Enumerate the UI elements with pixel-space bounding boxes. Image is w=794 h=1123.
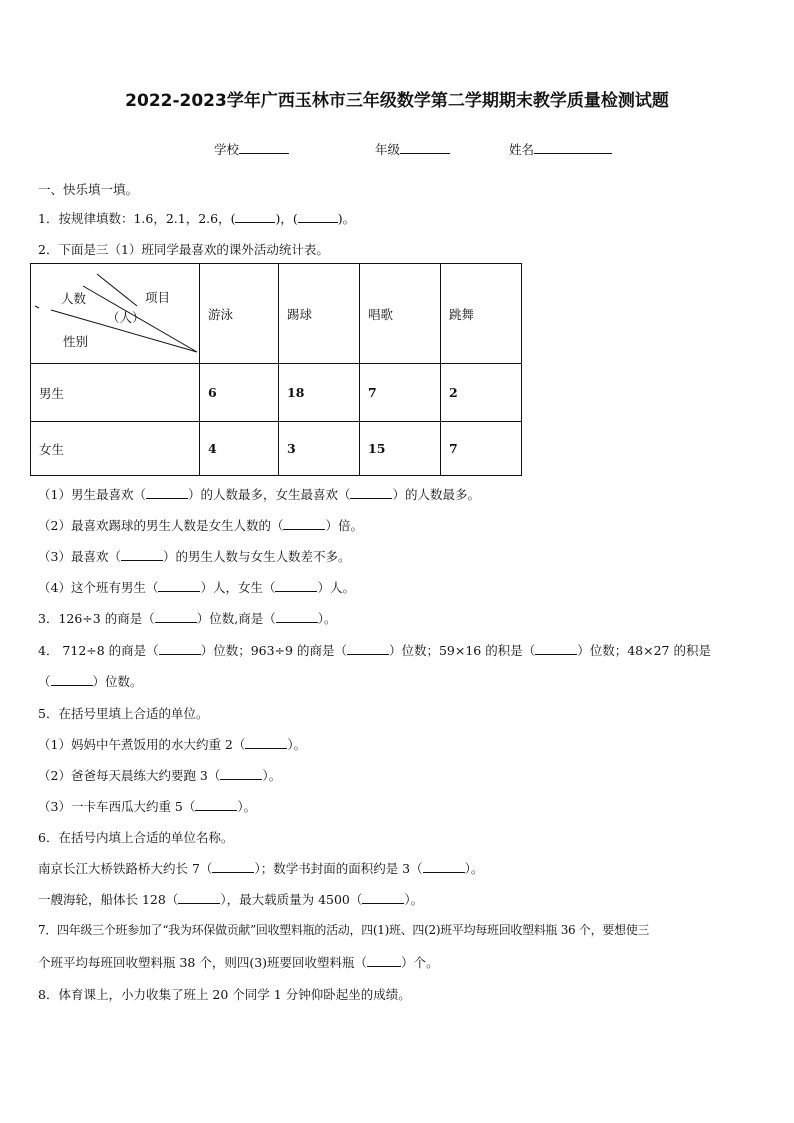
grade-label: 年级 (375, 142, 401, 157)
q4-blank-1[interactable] (159, 642, 201, 655)
school-label: 学校 (214, 142, 240, 157)
q4-blank-3[interactable] (535, 642, 577, 655)
table-cell: 3 (279, 422, 360, 476)
row-label-girls: 女生 (31, 422, 200, 476)
q5-sub3-text: （3）一卡车西瓜大约重 5（ (38, 799, 196, 814)
question-5-sub-2 (38, 766, 281, 784)
q2-sub4-text: （4）这个班有男生（ (38, 580, 159, 595)
q4-text-end: ）位数。 (92, 674, 143, 689)
q5-sub3-blank[interactable] (195, 798, 237, 811)
school-blank[interactable] (239, 140, 289, 154)
name-label: 姓名 (509, 142, 535, 157)
question-4-line-2 (38, 672, 143, 690)
q2-sub3-blank[interactable] (121, 548, 163, 561)
q1-text-mid: )，( (275, 211, 298, 226)
school-field (214, 140, 289, 158)
q7-text: 个班平均每班回收塑料瓶 38 个，则四(3)班要回收塑料瓶（ (38, 955, 368, 970)
q7-blank[interactable] (367, 954, 401, 967)
row-label-boys: 男生 (31, 364, 200, 422)
q4-blank-4[interactable] (51, 673, 93, 686)
q2-sub2-blank[interactable] (283, 517, 325, 530)
question-7-line-2 (38, 953, 439, 971)
question-2-sub-4 (38, 578, 355, 596)
question-1 (38, 209, 355, 227)
q4-text: 4． 712÷8 的商是（ (38, 643, 159, 658)
q4-text-4: ）位数；48×27 的积是 (577, 643, 711, 658)
q6-l1-blank-1[interactable] (212, 860, 254, 873)
question-2-sub-1 (38, 485, 480, 503)
q2-sub4-blank-1[interactable] (158, 579, 200, 592)
q5-sub1-blank[interactable] (245, 736, 287, 749)
q6-l1-text: 南京长江大桥铁路桥大约长 7（ (38, 861, 213, 876)
corner-label-unit: （人） (107, 310, 145, 325)
activity-stat-table (30, 263, 522, 476)
q2-sub1-text: （1）男生最喜欢（ (38, 487, 146, 502)
column-header-sing: 唱歌 (360, 264, 441, 364)
q2-sub3-text-end: ）的男生人数与女生人数差不多。 (162, 549, 351, 564)
name-field (509, 140, 612, 158)
question-2-sub-3 (38, 547, 350, 565)
q2-sub1-text-end: ）的人数最多。 (392, 487, 480, 502)
q5-sub1-text-end: ）。 (287, 737, 307, 752)
question-4-line-1 (38, 641, 711, 659)
q4-blank-2[interactable] (347, 642, 389, 655)
question-5-sub-1 (38, 735, 306, 753)
q5-sub2-text: （2）爸爸每天晨练大约要跑 3（ (38, 768, 221, 783)
question-7-line-1: 7．四年级三个班参加了“我为环保做贡献”回收塑料瓶的活动，四(1)班、四(2)班平均每班回收塑料瓶 36 个，要想使三 (38, 923, 650, 937)
question-6-line-2 (38, 890, 423, 908)
q6-l1-text-mid: ）；数学书封面的面积约是 3（ (254, 861, 423, 876)
q2-sub1-text-mid: ）的人数最多，女生最喜欢（ (187, 487, 351, 502)
column-header-swim: 游泳 (200, 264, 279, 364)
section-heading: 一、快乐填一填。 (38, 182, 139, 197)
q2-sub2-text: （2）最喜欢踢球的男生人数是女生人数的（ (38, 518, 284, 533)
q4-text-5: （ (38, 674, 51, 689)
question-6-intro: 6．在括号内填上合适的单位名称。 (38, 830, 234, 845)
table-cell: 2 (441, 364, 522, 422)
table-row (31, 364, 522, 422)
q4-text-3: ）位数；59×16 的积是（ (388, 643, 536, 658)
q6-l2-text-end: ）。 (404, 892, 424, 907)
q2-sub4-blank-2[interactable] (275, 579, 317, 592)
q2-sub1-blank-1[interactable] (146, 486, 188, 499)
name-blank[interactable] (534, 140, 612, 154)
q2-sub3-text: （3）最喜欢（ (38, 549, 121, 564)
q2-sub4-text-mid: ）人，女生（ (200, 580, 276, 595)
q2-sub2-text-end: ）倍。 (325, 518, 363, 533)
page-title: 2022-2023学年广西玉林市三年级数学第二学期期末教学质量检测试题 (125, 91, 669, 111)
column-header-dance: 跳舞 (441, 264, 522, 364)
question-2-intro: 2．下面是三（1）班同学最喜欢的课外活动统计表。 (38, 242, 329, 257)
question-2-sub-2 (38, 516, 363, 534)
q4-text-2: ）位数；963÷9 的商是（ (200, 643, 347, 658)
q1-blank-1[interactable] (235, 210, 275, 223)
table-cell: 7 (441, 422, 522, 476)
q7-text-end: ）个。 (401, 955, 439, 970)
q3-blank-1[interactable] (155, 610, 197, 623)
table-cell: 6 (200, 364, 279, 422)
column-header-soccer: 踢球 (279, 264, 360, 364)
question-5-intro: 5．在括号里填上合适的单位。 (38, 706, 209, 721)
q6-l2-blank-2[interactable] (362, 891, 404, 904)
q6-l2-blank-1[interactable] (178, 891, 220, 904)
q2-sub1-blank-2[interactable] (350, 486, 392, 499)
q1-blank-2[interactable] (298, 210, 338, 223)
table-cell: 4 (200, 422, 279, 476)
corner-label-gender: 性别 (63, 334, 89, 349)
question-3 (38, 609, 336, 627)
grade-field (375, 140, 450, 158)
question-6-line-1 (38, 859, 483, 877)
q5-sub2-text-end: ）。 (262, 768, 282, 783)
table-cell: 15 (360, 422, 441, 476)
q1-text: 1．按规律填数：1.6，2.1，2.6，( (38, 211, 236, 226)
table-cell: 18 (279, 364, 360, 422)
table-corner-cell (31, 264, 200, 364)
corner-label-item: 项目 (145, 290, 171, 305)
q2-sub4-text-end: ）人。 (317, 580, 355, 595)
q3-text: 3．126÷3 的商是（ (38, 611, 155, 626)
grade-blank[interactable] (400, 140, 450, 154)
table-cell: 7 (360, 364, 441, 422)
q3-text-mid: ）位数,商是（ (196, 611, 276, 626)
q6-l2-text-mid: ），最大载质量为 4500（ (220, 892, 363, 907)
q5-sub3-text-end: ）。 (237, 799, 257, 814)
q5-sub2-blank[interactable] (220, 767, 262, 780)
q3-text-end: ）。 (317, 611, 337, 626)
q3-blank-2[interactable] (276, 610, 318, 623)
q1-text-end: )。 (337, 211, 356, 226)
q6-l1-blank-2[interactable] (423, 860, 465, 873)
q5-sub1-text: （1）妈妈中午煮饭用的水大约重 2（ (38, 737, 246, 752)
table-row (31, 422, 522, 476)
question-5-sub-3 (38, 797, 256, 815)
q6-l1-text-end: ）。 (464, 861, 484, 876)
corner-label-count: 人数 (61, 291, 87, 306)
question-8: 8．体育课上，小力收集了班上 20 个同学 1 分钟仰卧起坐的成绩。 (38, 987, 411, 1002)
q6-l2-text: 一艘海轮，船体长 128（ (38, 892, 179, 907)
